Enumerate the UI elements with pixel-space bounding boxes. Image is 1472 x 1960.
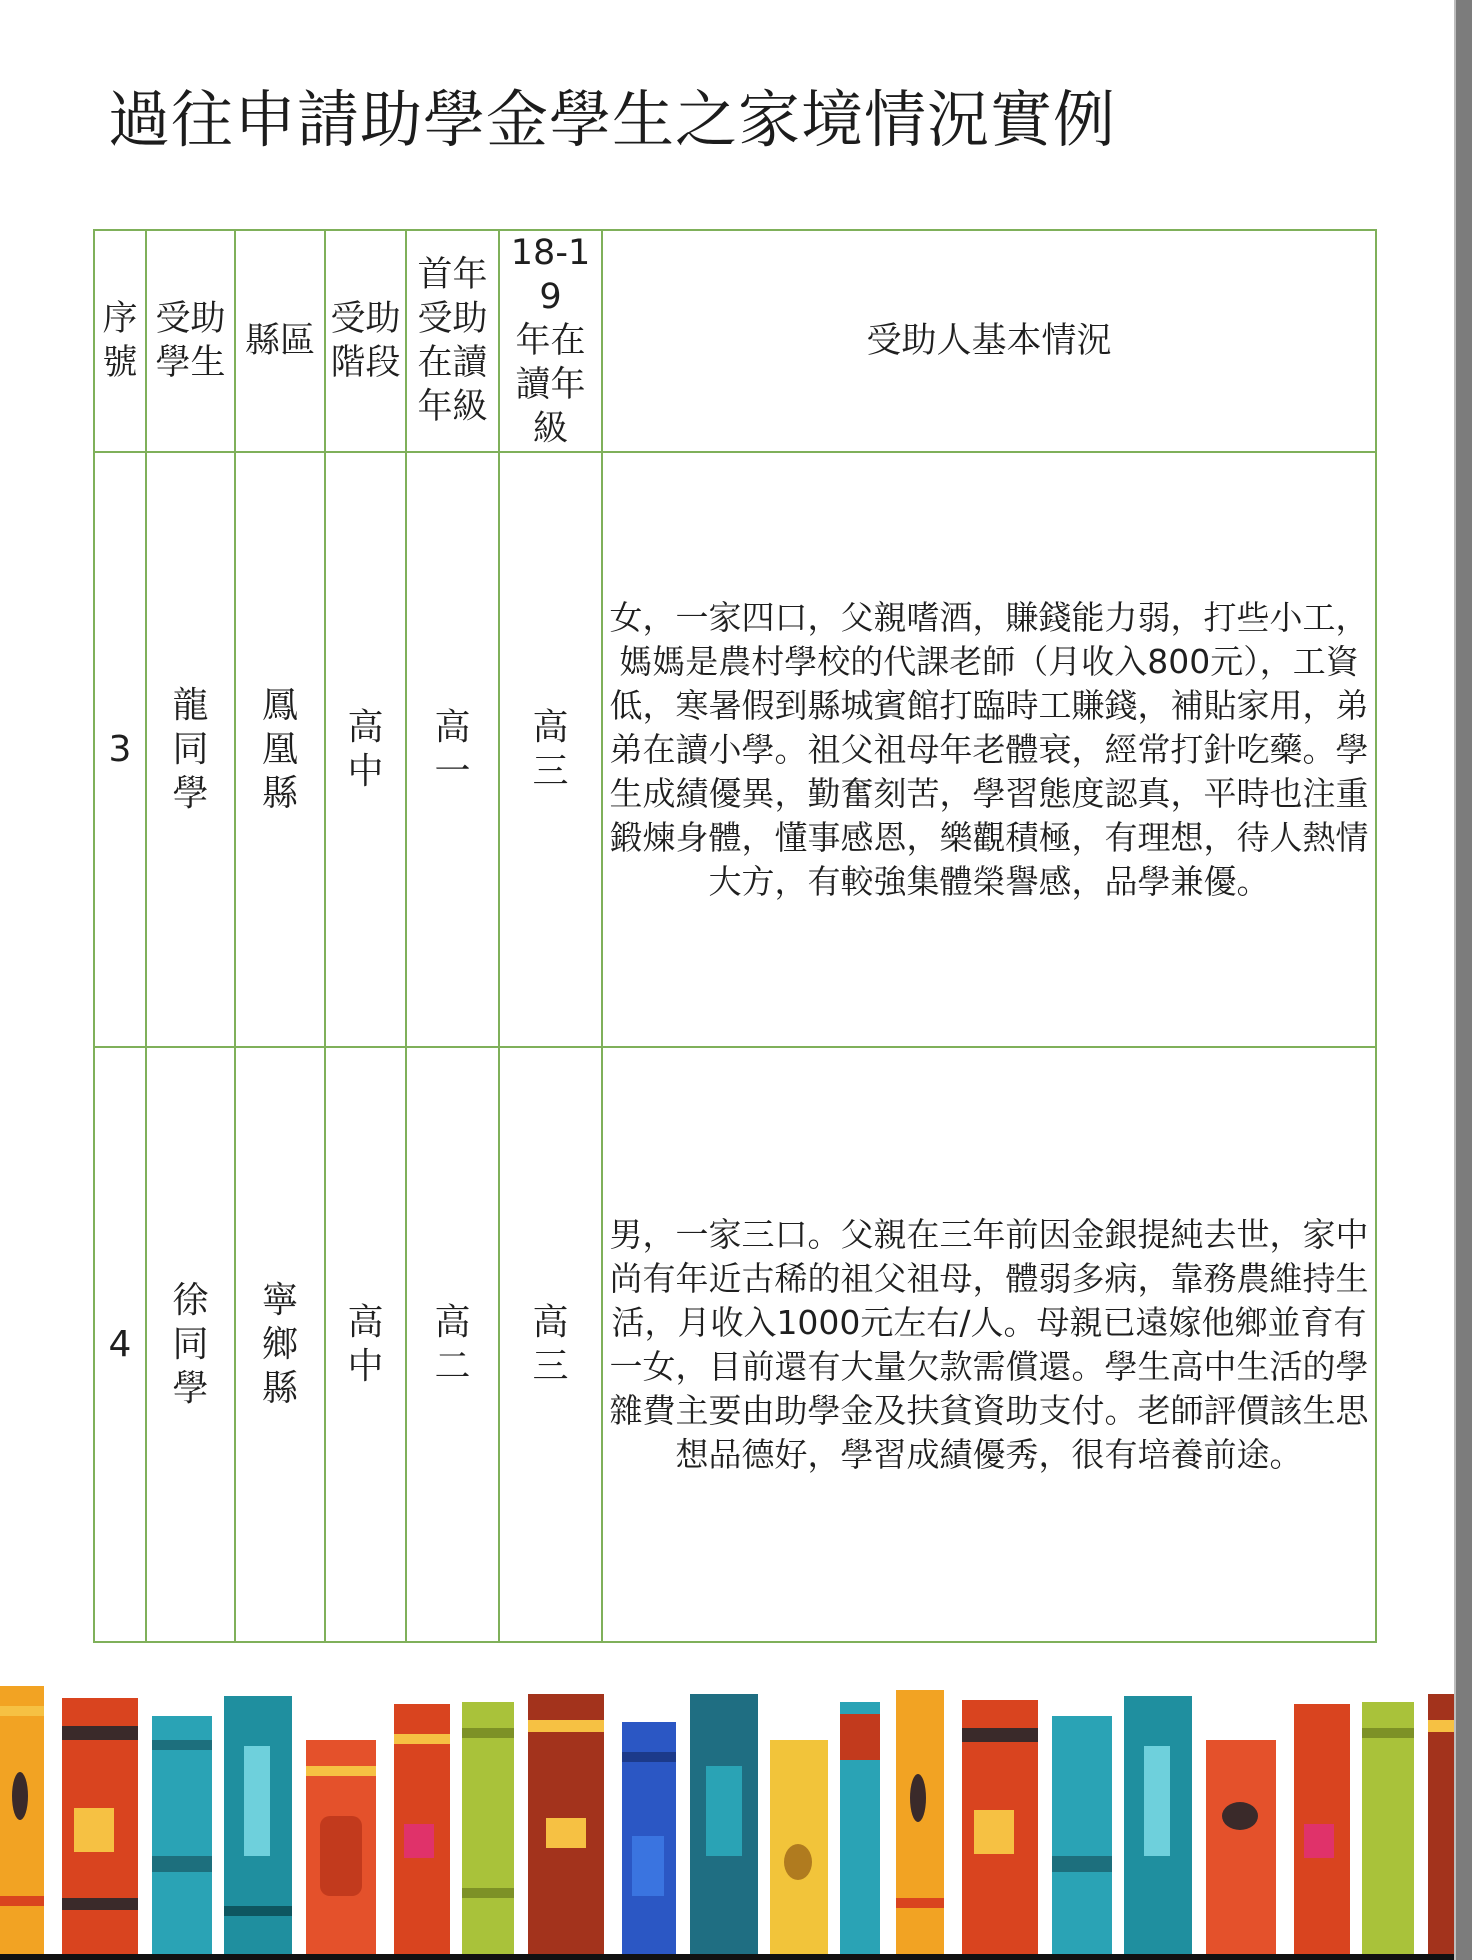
cell-description: 男，一家三口。父親在三年前因金銀提純去世，家中尚有年近古稀的祖父祖母，體弱多病，靠務農維持生活，月收入1000元左右/人。母親已遠嫁他鄉並育有一女，目前還有大量欠款需償還。學生高中生活的學雜費主要由助學金及扶貧資助支付。老師評價該生思想品德好，學習成績優秀，很有培養前途。 [602,1047,1376,1642]
cell-grade-1819: 高三 [499,1047,602,1642]
cell-grade-1819: 高三 [499,452,602,1047]
header-grade-1819: 18-19 年在讀年級 [499,230,602,452]
bookshelf-illustration [0,1676,1454,1960]
cell-first-year-grade: 高一 [406,452,499,1047]
cell-stage: 高中 [325,1047,406,1642]
cell-seq: 3 [94,452,146,1047]
cell-first-year-grade: 高二 [406,1047,499,1642]
cell-seq: 4 [94,1047,146,1642]
cell-student: 徐同學 [146,1047,235,1642]
cell-student: 龍同學 [146,452,235,1047]
cell-stage: 高中 [325,452,406,1047]
cell-description: 女，一家四口，父親嗜酒，賺錢能力弱，打些小工，媽媽是農村學校的代課老師（月收入800元），工資低，寒暑假到縣城賓館打臨時工賺錢，補貼家用，弟弟在讀小學。祖父祖母年老體衰，經常打針吃藥。學生成績優異，勤奮刻苦，學習態度認真，平時也注重鍛煉身體，懂事感恩，樂觀積極，有理想，待人熱情大方，有較強集體榮譽感，品學兼優。 [602,452,1376,1047]
cell-county: 鳳凰縣 [235,452,325,1047]
table-header-row [94,230,1376,452]
table-row [94,1047,1376,1642]
header-seq: 序號 [94,230,146,452]
cell-county: 寧鄉縣 [235,1047,325,1642]
header-first-year-grade: 首年受助在讀年級 [406,230,499,452]
header-description: 受助人基本情況 [602,230,1376,452]
aid-cases-table [93,229,1377,1643]
table-row [94,452,1376,1047]
header-student: 受助學生 [146,230,235,452]
page-title: 過往申請助學金學生之家境情況實例 [108,83,1117,156]
page-edge [1454,0,1472,1960]
header-stage: 受助階段 [325,230,406,452]
header-county: 縣區 [235,230,325,452]
